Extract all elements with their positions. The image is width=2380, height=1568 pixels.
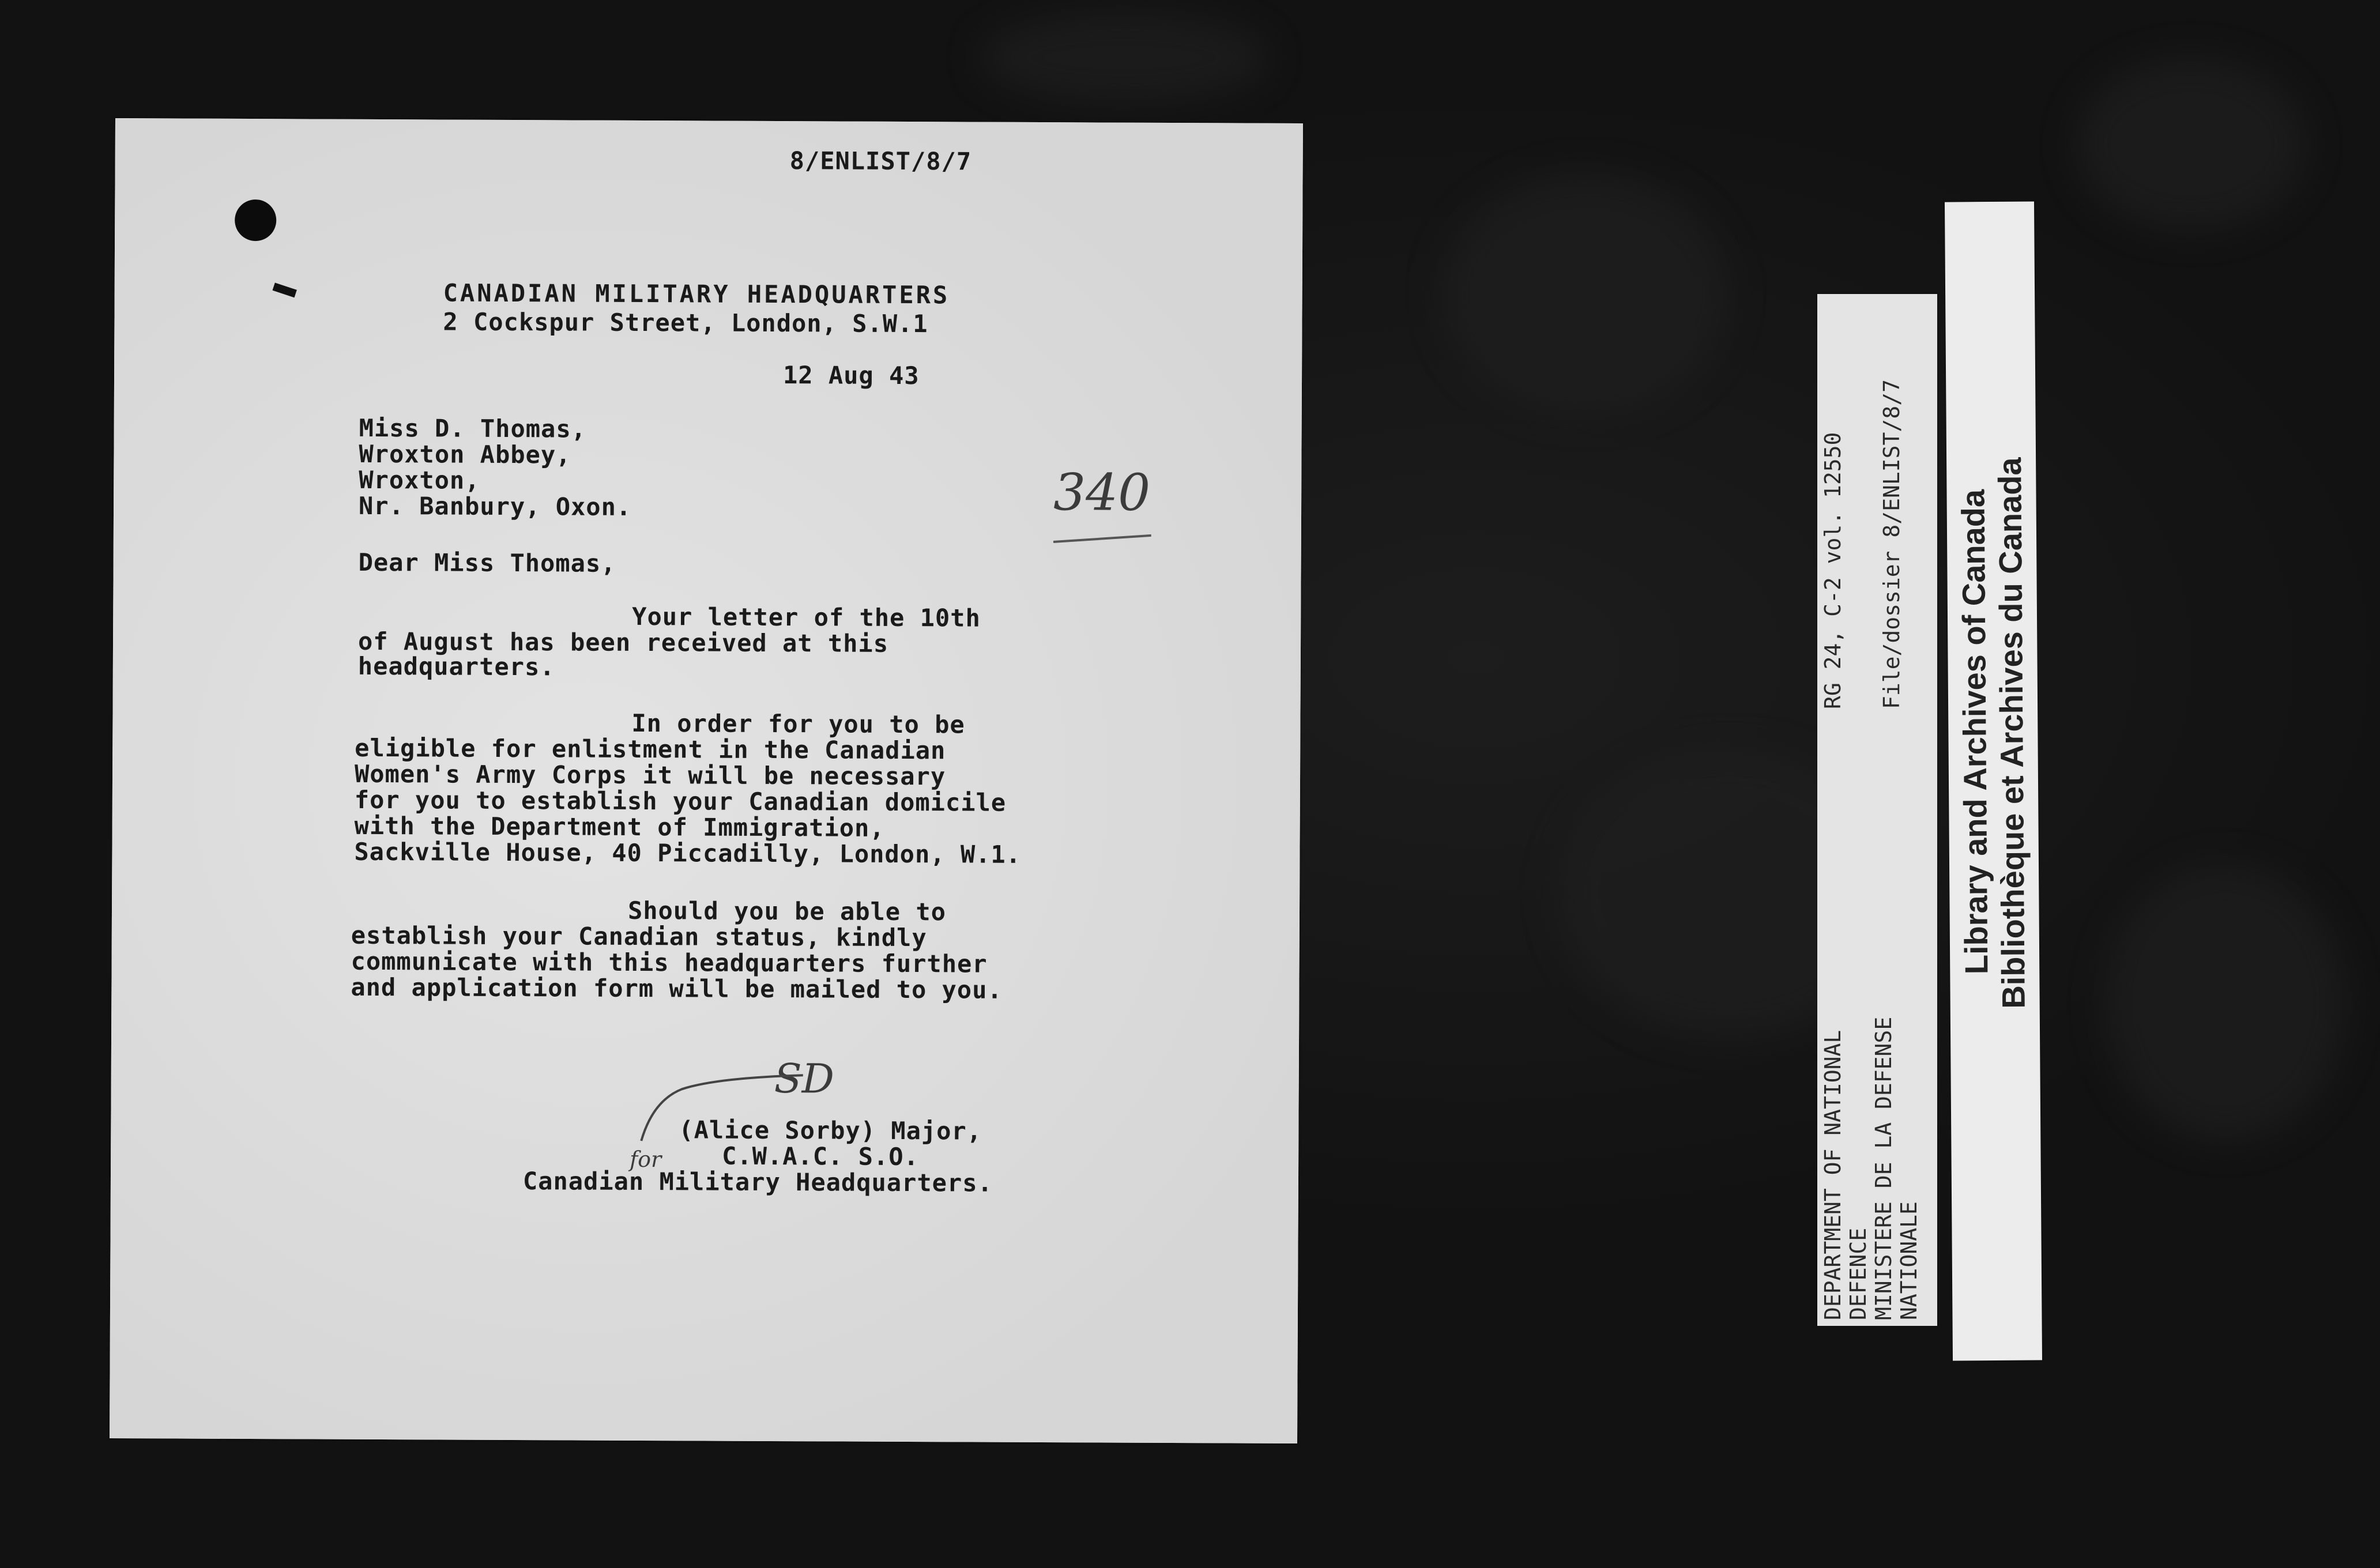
letterhead-title: CANADIAN MILITARY HEADQUARTERS — [443, 278, 950, 310]
record-group-reference: RG 24, C-2 vol. 12550 — [1820, 432, 1846, 709]
department-line: MINISTERE DE LA DEFENSE — [1871, 1016, 1896, 1320]
paragraph-line: establish your Canadian status, kindly — [351, 921, 927, 952]
background-shadow — [980, 12, 1268, 104]
punch-hole — [235, 199, 276, 241]
background-shadow — [1441, 173, 1730, 415]
paragraph-line: Should you be able to — [627, 896, 947, 926]
file-dossier-reference: File/dossier 8/ENLIST/8/7 — [1879, 379, 1904, 709]
archive-name-strip — [1945, 201, 2042, 1360]
paragraph-line: In order for you to be — [631, 708, 965, 739]
background-shadow — [2104, 865, 2347, 1141]
recipient-line: Nr. Banbury, Oxon. — [358, 491, 632, 521]
archive-name-en: Library and Archives of Canada — [1955, 489, 1995, 975]
paragraph-line: for you to establish your Canadian domicile — [354, 785, 1007, 817]
signature-name: (Alice Sorby) Major, — [679, 1115, 982, 1145]
recipient-line: Wroxton Abbey, — [359, 439, 571, 469]
signature-initials: SD — [774, 1055, 834, 1103]
letterhead-address: 2 Cockspur Street, London, S.W.1 — [443, 307, 928, 338]
paragraph-line: of August has been received at this — [357, 627, 889, 658]
signature-title: C.W.A.C. S.O. — [722, 1141, 919, 1171]
paragraph-line: eligible for enlistment in the Canadian — [355, 733, 946, 765]
underline-stroke — [1053, 534, 1151, 543]
letter-page — [110, 118, 1303, 1443]
department-line: DEFENCE — [1846, 1227, 1871, 1320]
department-line: DEPARTMENT OF NATIONAL — [1820, 1030, 1846, 1320]
letter-date: 12 Aug 43 — [782, 361, 920, 390]
signature-org: Canadian Military Headquarters. — [522, 1167, 993, 1197]
recipient-line: Miss D. Thomas, — [359, 413, 587, 443]
paragraph-line: with the Department of Immigration, — [354, 811, 885, 842]
ink-mark — [273, 282, 297, 297]
handwritten-number: 340 — [1053, 462, 1151, 522]
paragraph-line: Your letter of the 10th — [632, 602, 981, 632]
file-reference: 8/ENLIST/8/7 — [789, 146, 972, 176]
paragraph-line: Sackville House, 40 Piccadilly, London, W.1. — [354, 837, 1022, 869]
recipient-line: Wroxton, — [359, 465, 480, 495]
paragraph-line: headquarters. — [357, 651, 555, 681]
department-line: NATIONALE — [1896, 1201, 1922, 1320]
background-shadow — [2076, 58, 2306, 231]
signature-for-mark: for — [630, 1146, 662, 1173]
salutation: Dear Miss Thomas, — [358, 548, 616, 578]
archive-label-strip — [1817, 294, 1937, 1326]
archive-name-fr: Bibliothèque et Archives du Canada — [1991, 457, 2032, 1009]
paragraph-line: communicate with this headquarters further — [351, 947, 988, 978]
paragraph-line: Women's Army Corps it will be necessary — [354, 759, 946, 791]
paragraph-line: and application form will be mailed to you. — [351, 973, 1003, 1004]
